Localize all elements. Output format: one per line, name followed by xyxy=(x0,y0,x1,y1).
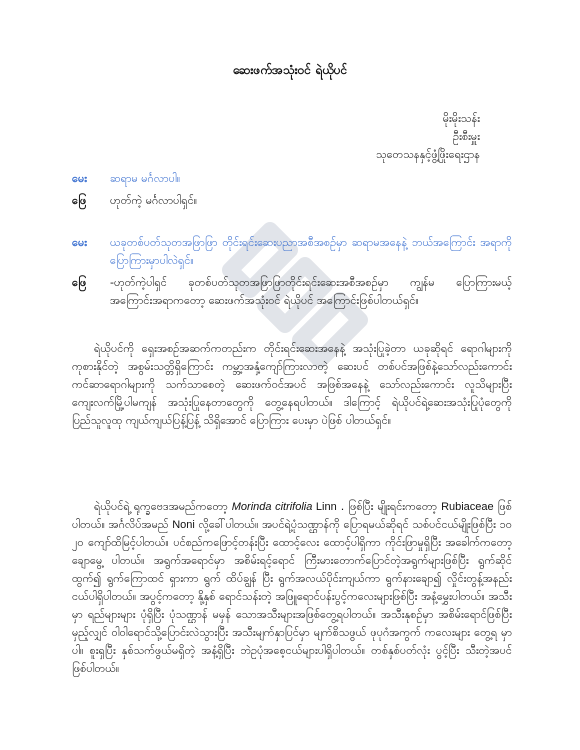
author-position: ဦးစီးမှူး xyxy=(453,130,480,143)
answer-1 xyxy=(72,192,512,210)
answer-2 xyxy=(72,274,512,310)
answer-label: ဖြေ xyxy=(72,194,87,207)
paragraph-introduction: ရဲယိုပင်ကို ရှေးအစဉ်အဆက်ကတည်းက တိုင်းရင်းဆေးအနေနဲ့ အသုံးပြုခဲ့တာ ယခုဆိုရင် ရောဂါများကို ကုစားနိုင်တဲ့ အစွမ်းသတ္တိရှိကြောင်း ကမ္ဘာ့အနှံ့ကျော်ကြားလာတဲ့ ဆေးပင် တစ်ပင်အဖြစ်နဲ့သော်လည်းကောင်း ကင်ဆာရောဂါများကို သက်သာစေတဲ့ ဆေးဖက်ဝင်အပင် အဖြစ်အနေနဲ့ သော်လည်းကောင်း လူသိများပြီး ကျေးလက်မြို့ပါမကျန် အသုံးပြုနေတာတွေကို တွေ့နေရပါတယ်။ ဒါကြောင့် ရဲယိုပင်ရဲ့ဆေးအသုံးပြုပုံတွေကို ပြည်သူလူထု ကျယ်ကျယ်ပြန့်ပြန့် သိရှိအောင် ပြောကြား ပေးမှာ ပဲဖြစ် ပါတယ်ရှင်။ xyxy=(72,342,512,427)
paragraph-description xyxy=(72,498,512,678)
botanical-authority: Linn xyxy=(312,501,337,513)
author-department: သုတေသနနှင့်ဖွံ့ဖြိုးရေးဌာန xyxy=(375,148,480,161)
paragraph-text: ဖြစ်ပါတယ်။ အင်္ဂလိပ်အမည် xyxy=(72,500,512,531)
author-name: မိုးမိုးသန်း xyxy=(442,112,480,125)
paragraph-text: . ဖြစ်ပြီး မျိုးရင်းကတော့ xyxy=(336,500,442,513)
document-title: ဆေးဖက်အသုံးဝင် ရဲယိုပင် xyxy=(232,63,348,77)
answer-text: ဟုတ်ကဲ့ မင်္ဂလာပါရှင်။ xyxy=(110,194,198,207)
paragraph-text: လို့ခေါ်ပါတယ်။ အပင်ရဲ့ပုံသဏ္ဌာန်ကို ပြောရမယ်ဆိုရင် သစ်ပင်ငယ်မျိုးဖြစ်ပြီး ၁၀ ၂၀ ကျော်ထိမြင့်ပါတယ်။ ပင်စည်ကဖြောင့်တန်းပြီး ထောင့်လေး ထောင့်ပါရှိကာ ကိုင်းဖြာမှုရှိပြီး အခေါက်ကတော့ချောမွေ့ ပါတယ်။ အရွက်အရောင်မှာ အစိမ်းရင့်ရောင် ကြီးမားတောက်ပြောင်တဲ့အရွက်များဖြစ်ပြီး ရွက်ဆိုင်ထွက်၍ ရွက်ကြောထင် ရှားကာ ရွက် ထိပ်ချွန် ပြီး ရွက်အလယ်ပိုင်းကျယ်ကာ ရွက်နားချော၍ လှိုင်းတွန့်အနည်း ငယ်ပါရှိပါတယ်။ အပွင့်ကတော့ နို့နှစ် ရောင်သန်းတဲ့ အဖြူရောင်ပန်းပွင့်ကလေးများဖြစ်ပြီး အနံ့မွှေးပါတယ်။ အသီးမှာ ရည်များများ ပုံရှိပြီး ပုံသဏ္ဌာန် မမှန် သောအသီးများအဖြစ်တွေ့ရပါတယ်။ အသီးနုစဉ်မှာ အစိမ်းရောင်ဖြစ်ပြီး မှည့်လျှင် ဝါဝါရောင်သို့ပြောင်းလဲသွားပြီး အသီးမျက်နှာပြင်မှာ မျက်စိသဖွယ် ဖုပုဂံအကွက် ကလေးများ တွေ့ရ မှာပါ။ စူးရှပြီး နှစ်သက်ဖွယ်မရှိတဲ့ အနံ့ရှိပြီး ဘဲဥပုံအစေ့ငယ်များပါရှိပါတယ်။ တစ်နှစ်ပတ်လုံး ပွင့်ပြီး သီးတဲ့အပင် ဖြစ်ပါတယ်။ xyxy=(72,518,512,675)
answer-label: ဖြေ xyxy=(72,276,87,289)
question-label: မေး xyxy=(72,172,88,185)
question-text: ယခုတစ်ပတ်သုတအဖြာဖြာ တိုင်းရင်းဆေးပညာအစီအစဉ်မှာ ဆရာမအနေနဲ့ ဘယ်အကြောင်း အရာကိုပြောကြားမှာပါလဲရှင်။ xyxy=(110,236,512,267)
english-name: Noni xyxy=(172,519,195,531)
paragraph-text: ရဲယိုပင်ရဲ့ ရုက္ခဗေဒအမည်ကတော့ xyxy=(94,500,232,513)
question-1 xyxy=(72,170,512,188)
question-2 xyxy=(72,234,512,270)
family-name: Rubiaceae xyxy=(441,501,494,513)
botanical-name: Morinda citrifolia xyxy=(231,501,313,513)
question-text: ဆရာမ မင်္ဂလာပါ။ xyxy=(110,172,181,185)
answer-text: -ဟုတ်ကဲ့ပါရှင် ခုတစ်ပတ်သုတအဖြာဖြာတိုင်းရင်းဆေးအစီအစဉ်မှာ ကျွန်မ ပြောကြားမယ့် အကြောင်းအရာကတော့ ဆေးဖက်အသုံးဝင် ရဲယိုပင် အကြောင်းဖြစ်ပါတယ်ရှင်။ xyxy=(110,276,512,307)
question-label: မေး xyxy=(72,236,88,249)
